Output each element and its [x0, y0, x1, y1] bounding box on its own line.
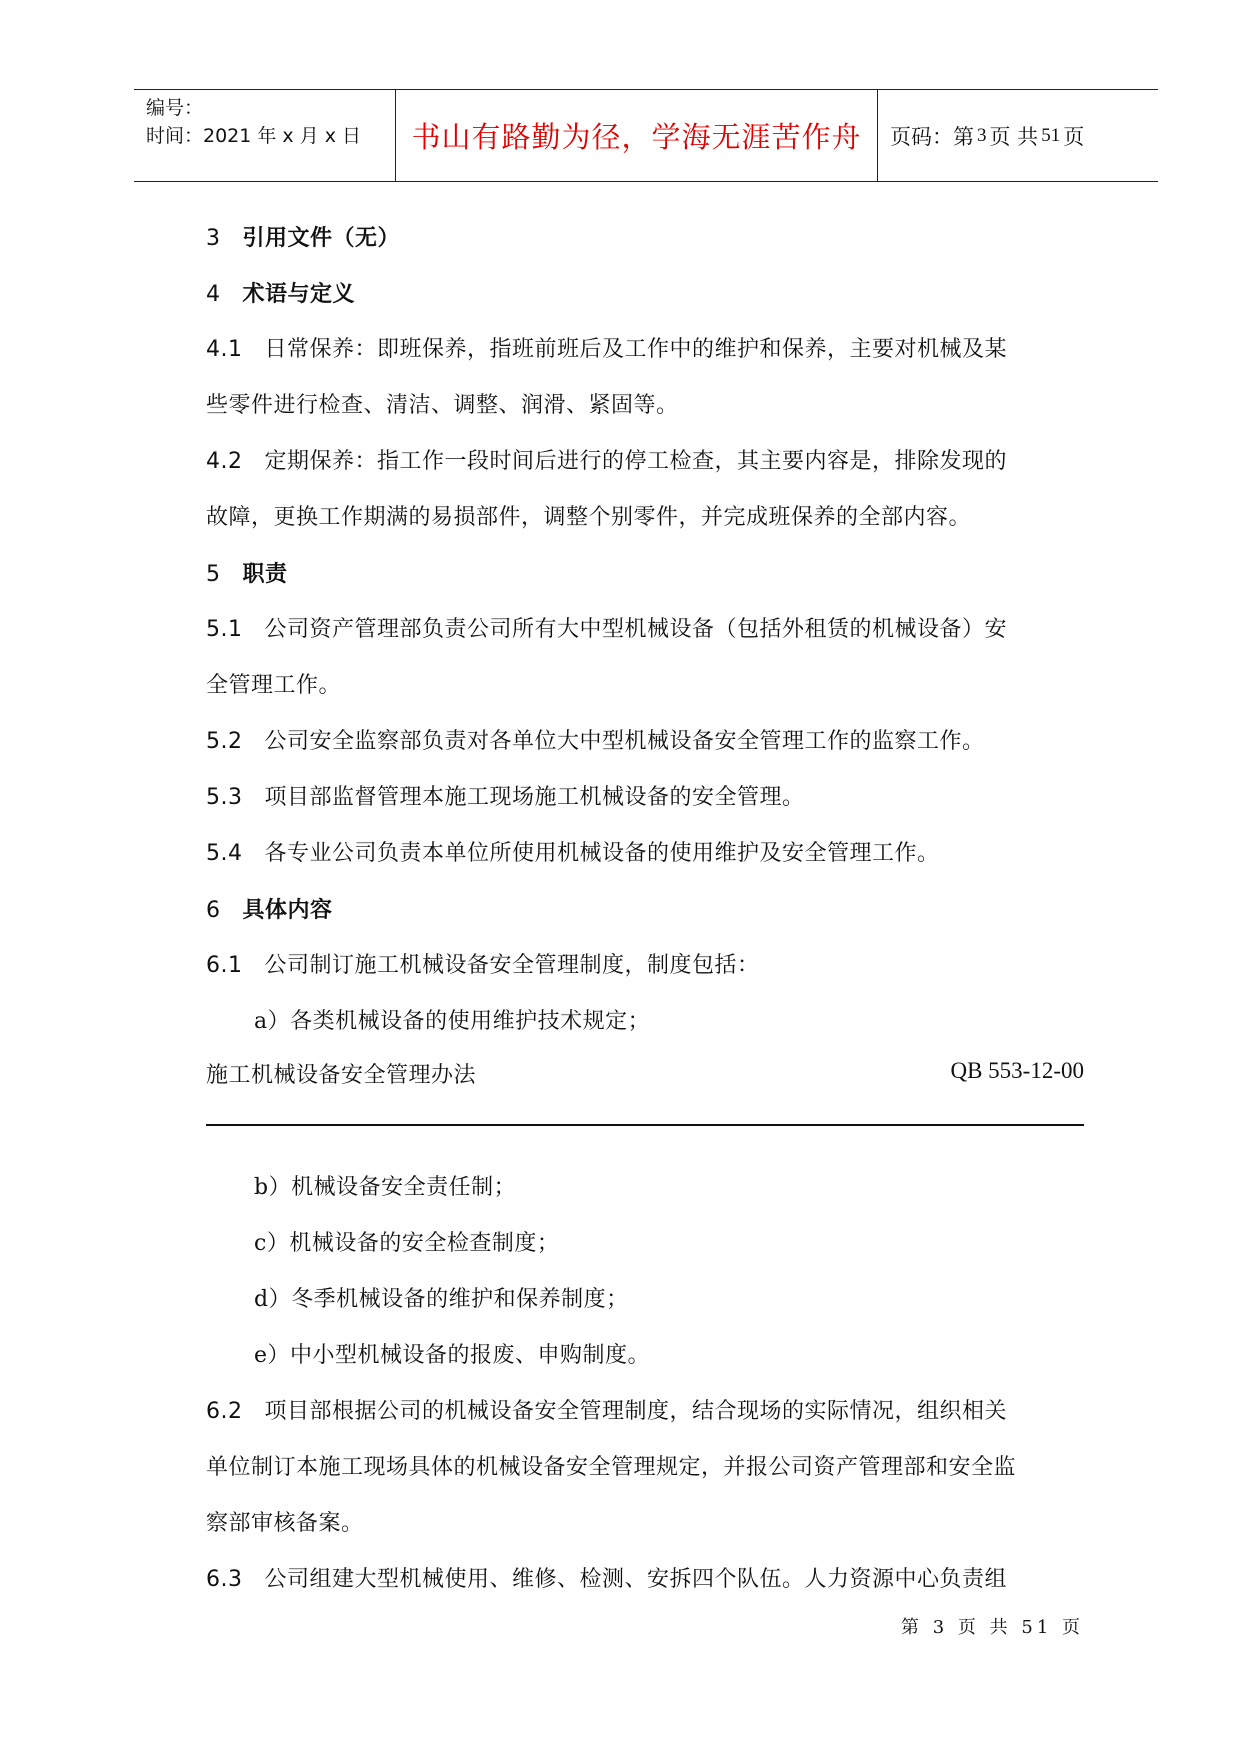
header-meta [146, 94, 391, 150]
section-heading-4: 4 术语与定义 [206, 281, 356, 307]
list-item: a）各类机械设备的使用维护技术规定； [254, 1009, 651, 1034]
paragraph-continuation: 察部审核备案。 [206, 1511, 364, 1536]
paragraph-4-1: 4.1 日常保养：即班保养，指班前班后及工作中的维护和保养，主要对机械及某 [206, 337, 1008, 362]
paragraph-continuation: 单位制订本施工现场具体的机械设备安全管理规定，并报公司资产管理部和安全监 [206, 1455, 1017, 1480]
list-item: b）机械设备安全责任制； [254, 1175, 517, 1200]
section-heading-6: 6 具体内容 [206, 897, 333, 923]
paragraph-continuation: 故障，更换工作期满的易损部件，调整个别零件，并完成班保养的全部内容。 [206, 505, 972, 530]
list-item: d）冬季机械设备的维护和保养制度； [254, 1287, 629, 1312]
document-time: 时间：2021 年 x 月 x 日 [146, 125, 362, 147]
document-code: QB 553-12-00 [950, 1058, 1084, 1083]
list-item: e）中小型机械设备的报废、申购制度。 [254, 1343, 651, 1368]
section-heading-3: 3 引用文件（无） [206, 225, 401, 251]
page-number: 3 [977, 124, 987, 146]
section-heading-5: 5 职责 [206, 561, 288, 587]
page-prefix: 页码：第 [890, 124, 974, 149]
header-motto: 书山有路勤为径，学海无涯苦作舟 [411, 120, 862, 154]
paragraph-6-2: 6.2 项目部根据公司的机械设备安全管理制度，结合现场的实际情况，组织相关 [206, 1399, 1008, 1424]
document-number-label: 编号： [146, 97, 204, 119]
page-number-footer: 第 3 页 共 51 页 [901, 1617, 1084, 1638]
page-header [134, 89, 1158, 182]
paragraph-6-1: 6.1 公司制订施工机械设备安全管理制度，制度包括： [206, 953, 760, 978]
paragraph-5-3: 5.3 项目部监督管理本施工现场施工机械设备的安全管理。 [206, 785, 805, 810]
header-page-info [890, 90, 1150, 181]
page-mid: 页 共 [989, 124, 1039, 149]
paragraph-continuation: 些零件进行检查、清洁、调整、润滑、紧固等。 [206, 393, 679, 418]
paragraph-5-2: 5.2 公司安全监察部负责对各单位大中型机械设备安全管理工作的监察工作。 [206, 729, 985, 754]
page-total: 51 [1041, 124, 1061, 146]
paragraph-5-4: 5.4 各专业公司负责本单位所使用机械设备的使用维护及安全管理工作。 [206, 841, 940, 866]
header-divider [877, 90, 878, 181]
list-item: c）机械设备的安全检查制度； [254, 1231, 560, 1256]
paragraph-4-2: 4.2 定期保养：指工作一段时间后进行的停工检查，其主要内容是，排除发现的 [206, 449, 1008, 474]
paragraph-6-3: 6.3 公司组建大型机械使用、维修、检测、安拆四个队伍。人力资源中心负责组 [206, 1567, 1008, 1592]
page-suffix: 页 [1063, 124, 1085, 149]
footer-divider [206, 1124, 1084, 1126]
document-title-footer: 施工机械设备安全管理办法 [206, 1063, 477, 1088]
paragraph-continuation: 全管理工作。 [206, 673, 342, 698]
paragraph-5-1: 5.1 公司资产管理部负责公司所有大中型机械设备（包括外租赁的机械设备）安 [206, 617, 1008, 642]
